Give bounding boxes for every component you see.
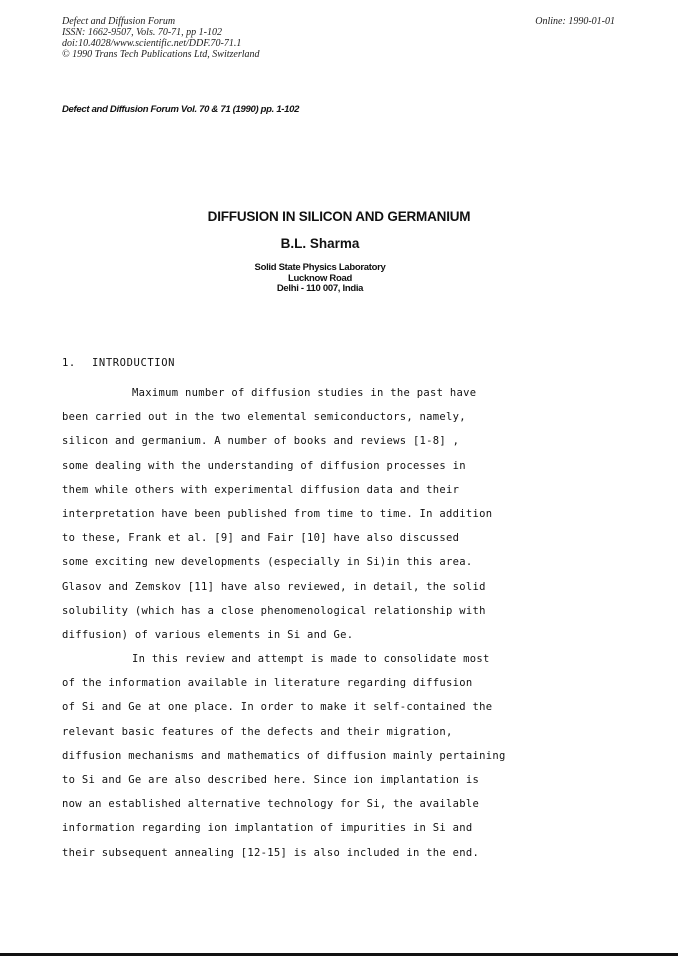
text-line: solubility (which has a close phenomenological relationship with <box>62 604 486 617</box>
section-title: INTRODUCTION <box>92 357 176 369</box>
citation-block <box>62 16 260 60</box>
text-line: interpretation have been published from time to time. In addition <box>62 507 493 520</box>
text-line: information regarding ion implantation of impurities in Si and <box>62 822 473 835</box>
issn-line: ISSN: 1662-9507, Vols. 70-71, pp 1-102 <box>62 27 222 38</box>
journal-reference: Defect and Diffusion Forum Vol. 70 & 71 (1990) pp. 1-102 <box>62 104 300 115</box>
affiliation-block <box>0 263 640 295</box>
copyright-line: © 1990 Trans Tech Publications Ltd, Switzerland <box>62 49 260 60</box>
text-line: some dealing with the understanding of diffusion processes in <box>62 459 466 472</box>
text-line: some exciting new developments (especially in Si)in this area. <box>62 556 473 569</box>
text-line: diffusion mechanisms and mathematics of diffusion mainly pertaining <box>62 749 506 762</box>
section-number: 1. <box>62 357 76 369</box>
text-line: to Si and Ge are also described here. Since ion implantation is <box>62 774 480 786</box>
affiliation-line: Lucknow Road <box>288 272 352 284</box>
affiliation-line: Solid State Physics Laboratory <box>254 262 386 273</box>
section-heading <box>62 357 175 369</box>
text-line: Glasov and Zemskov [11] have also reviewed, in detail, the solid <box>62 580 486 593</box>
online-date: Online: 1990-01-01 <box>535 16 615 27</box>
text-line: them while others with experimental diffusion data and their <box>62 483 460 496</box>
body-text <box>62 381 622 865</box>
text-line: their subsequent annealing [12-15] is also included in the end. <box>62 846 480 859</box>
affiliation-line: Delhi - 110 007, India <box>276 283 364 294</box>
page-bottom-rule <box>0 953 678 956</box>
text-line: In this review and attempt is made to consolidate most <box>132 653 490 666</box>
journal-name: Defect and Diffusion Forum <box>62 16 176 27</box>
author-name: B.L. Sharma <box>280 236 360 251</box>
text-line: Maximum number of diffusion studies in the past have <box>132 387 477 399</box>
text-line: been carried out in the two elemental semiconductors, namely, <box>62 411 466 424</box>
paper-title: DIFFUSION IN SILICON AND GERMANIUM <box>207 209 471 224</box>
doi-link[interactable]: doi:10.4028/www.scientific.net/DDF.70-71.1 <box>62 38 242 49</box>
text-line: of the information available in literature regarding diffusion <box>62 677 473 690</box>
text-line: to these, Frank et al. [9] and Fair [10] have also discussed <box>62 532 460 545</box>
text-line: of Si and Ge at one place. In order to make it self-contained the <box>62 701 493 714</box>
text-line: now an established alternative technology for Si, the available <box>62 798 480 811</box>
text-line: relevant basic features of the defects and their migration, <box>62 725 453 738</box>
text-line: diffusion) of various elements in Si and Ge. <box>62 628 354 641</box>
text-line: silicon and germanium. A number of books and reviews [1-8] , <box>62 435 460 448</box>
